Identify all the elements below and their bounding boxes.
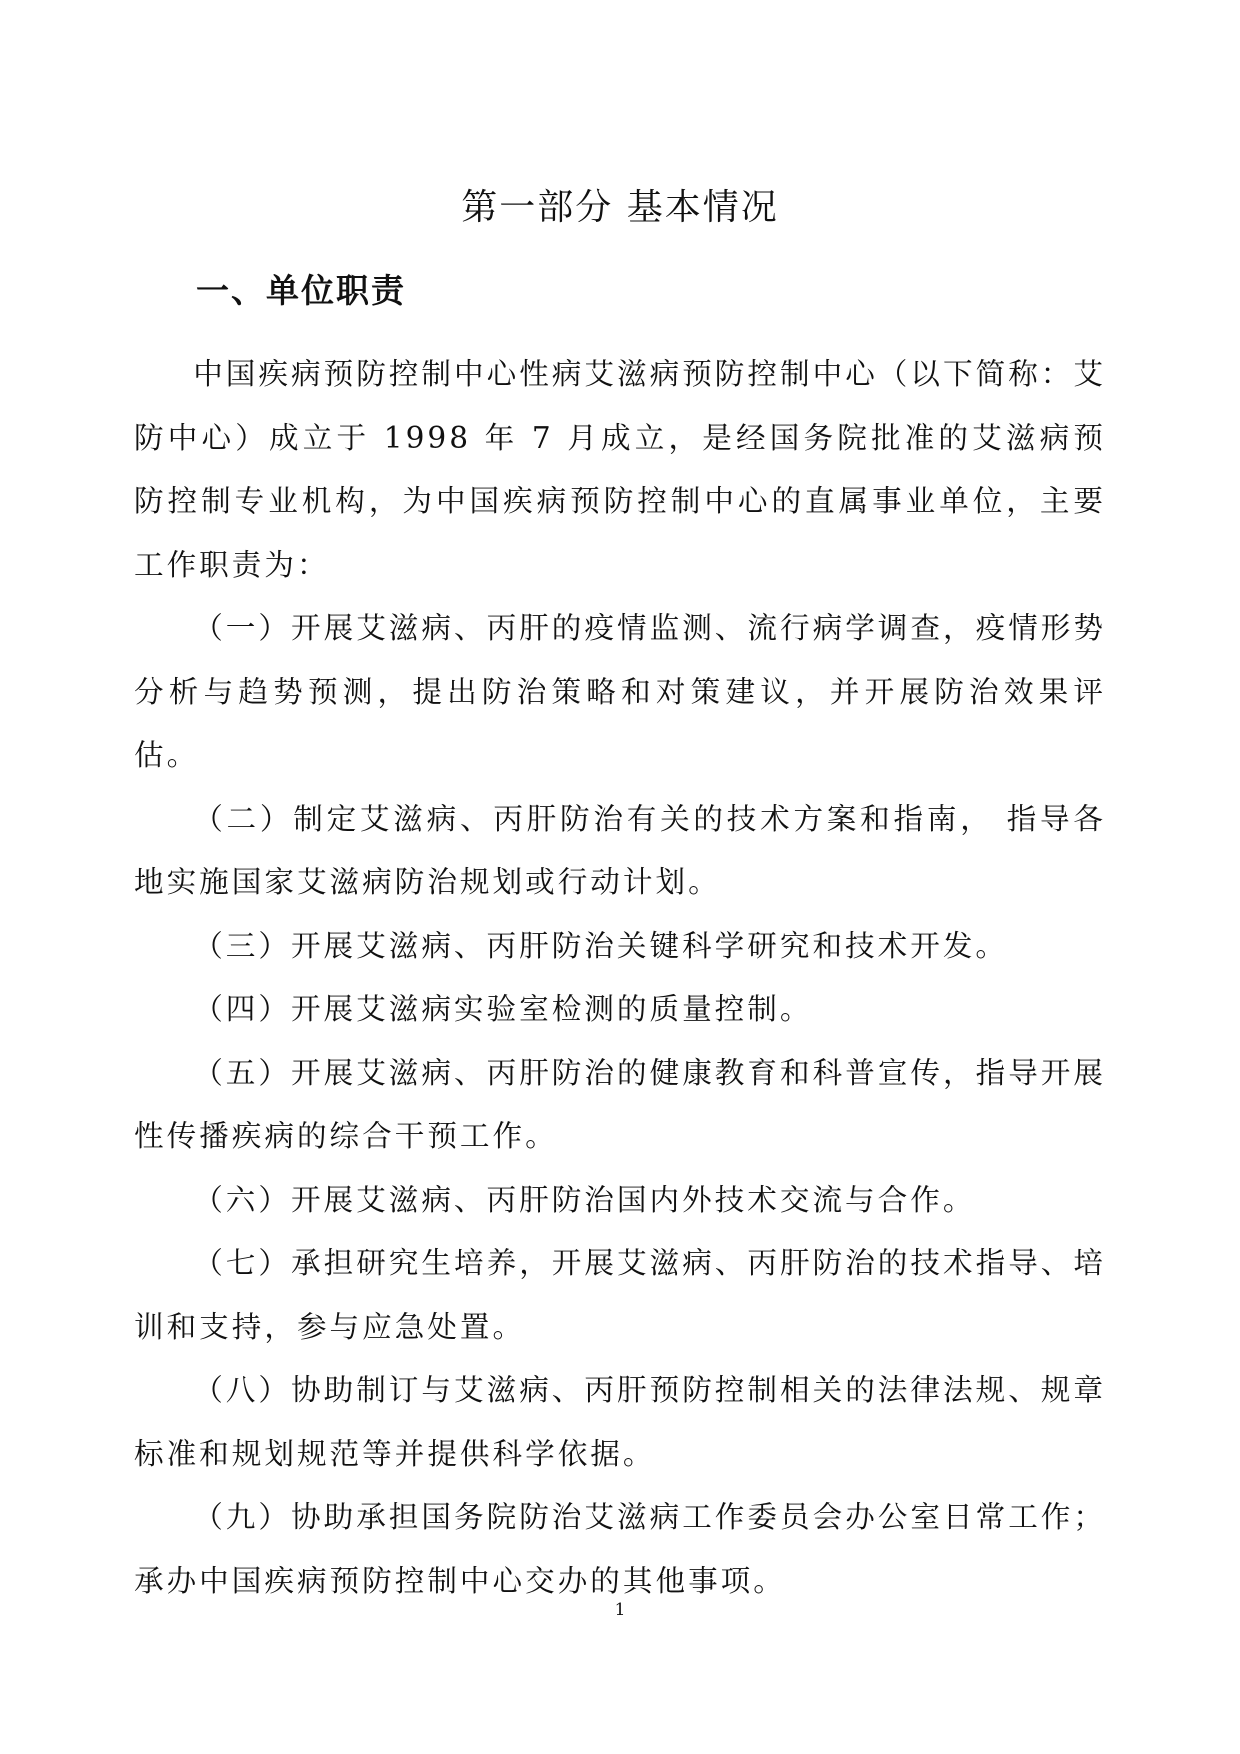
page-title: 第一部分 基本情况 [461,187,779,228]
duty-item-2: （二）制定艾滋病、丙肝防治有关的技术方案和指南， 指导各地实施国家艾滋病防治规划或行动计划。 [134,801,1106,899]
duty-item-6: （六）开展艾滋病、丙肝防治国内外技术交流与合作。 [193,1182,976,1217]
duty-item-5: （五）开展艾滋病、丙肝防治的健康教育和科普宣传，指导开展性传播疾病的综合干预工作。 [134,1055,1106,1153]
duty-item-8: （八）协助制订与艾滋病、丙肝预防控制相关的法律法规、规章标准和规划规范等并提供科学依据。 [134,1373,1106,1471]
page-number: 1 [614,1600,626,1620]
duty-item-3: （三）开展艾滋病、丙肝防治关键科学研究和技术开发。 [193,928,1009,963]
duty-item-4: （四）开展艾滋病实验室检测的质量控制。 [193,992,813,1026]
section-heading: 一、单位职责 [196,271,406,310]
body-text [134,343,1106,1613]
intro-paragraph: 中国疾病预防控制中心性病艾滋病预防控制中心（以下简称：艾防中心）成立于 1998 年 7 月成立，是经国务院批准的艾滋病预防控制专业机构，为中国疾病预防控制中心的直属事业单位，主要工作职责为： [134,357,1106,582]
duty-item-7: （七）承担研究生培养，开展艾滋病、丙肝防治的技术指导、培训和支持，参与应急处置。 [134,1246,1106,1344]
duty-item-1: （一）开展艾滋病、丙肝的疫情监测、流行病学调查，疫情形势分析与趋势预测，提出防治策略和对策建议，并开展防治效果评估。 [134,611,1106,772]
duty-item-9: （九）协助承担国务院防治艾滋病工作委员会办公室日常工作；承办中国疾病预防控制中心交办的其他事项。 [134,1500,1106,1598]
